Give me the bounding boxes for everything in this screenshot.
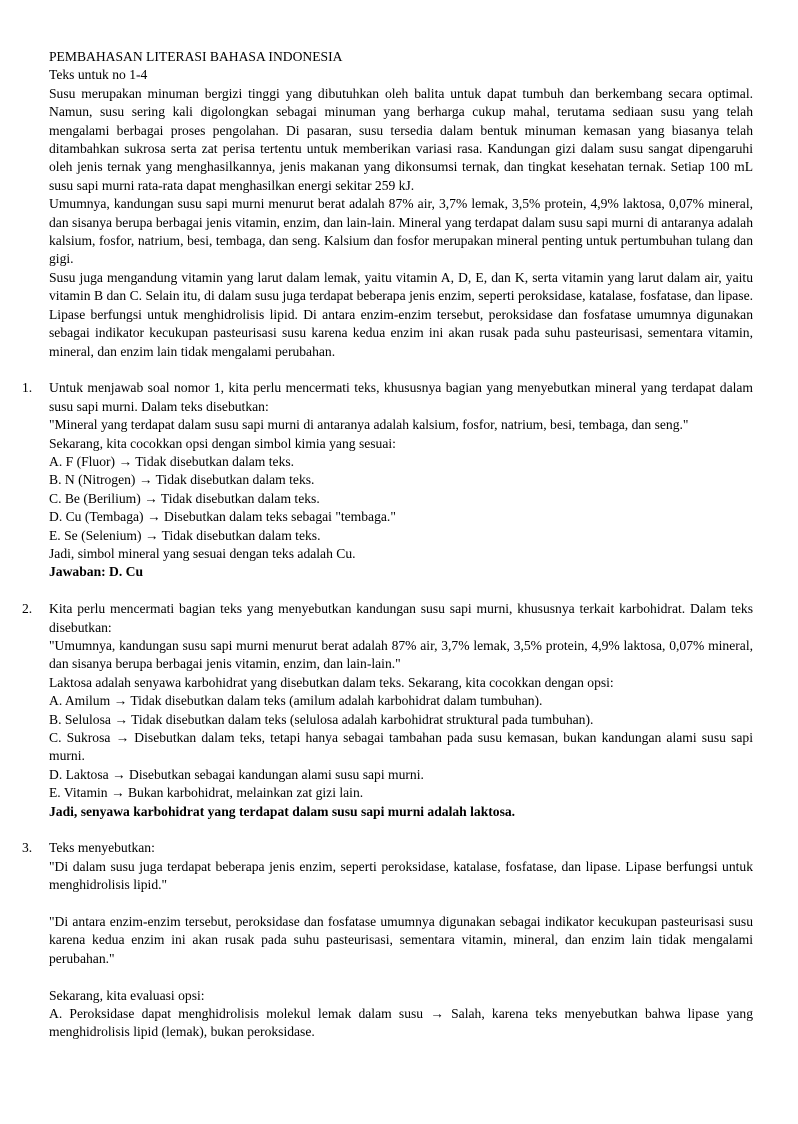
- conclusion-line: Jadi, simbol mineral yang sesuai dengan teks adalah Cu.: [49, 545, 356, 561]
- answer-line: Jawaban: D. Cu: [49, 564, 144, 580]
- option-line: C. Be (Berilium) → Tidak disebutkan dalam teks.: [49, 490, 320, 506]
- question-number: 2.: [22, 601, 33, 617]
- option-line: E. Se (Selenium) → Tidak disebutkan dalam teks.: [49, 527, 321, 543]
- option-line: B. Selulosa → Tidak disebutkan dalam teks (selulosa adalah karbohidrat struktural pada tumbuhan).: [49, 711, 594, 727]
- text-line: Sekarang, kita cocokkan opsi dengan simbol kimia yang sesuai:: [49, 435, 396, 451]
- option-line: A. F (Fluor) → Tidak disebutkan dalam teks.: [49, 453, 295, 469]
- option-line: A. Peroksidase dapat menghidrolisis molekul lemak dalam susu → Salah, karena teks menyebutkan bahwa lipase yang menghidrolisis lipid (lemak), bukan peroksidase.: [49, 1006, 753, 1040]
- question-quote-2: "Di antara enzim-enzim tersebut, peroksidase dan fosfatase umumnya digunakan sebagai indikator kecukupan pasteurisasi susu karena kedua enzim ini akan rusak pada suhu pasteurisasi, sementara vitamin, mineral, dan enzim lain tidak mengalami perubahan.": [49, 914, 753, 966]
- question-number: 1.: [22, 380, 33, 396]
- answer-line: Jadi, senyawa karbohidrat yang terdapat dalam susu sapi murni adalah laktosa.: [49, 803, 516, 819]
- option-line: B. N (Nitrogen) → Tidak disebutkan dalam teks.: [49, 472, 315, 488]
- document-subtitle: Teks untuk no 1-4: [49, 67, 148, 83]
- evaluate-line: Sekarang, kita evaluasi opsi:: [49, 987, 205, 1003]
- option-line: D. Cu (Tembaga) → Disebutkan dalam teks sebagai "tembaga.": [49, 509, 396, 525]
- option-line: D. Laktosa → Disebutkan sebagai kandungan alami susu sapi murni.: [49, 766, 424, 782]
- question-intro: Kita perlu mencermati bagian teks yang menyebutkan kandungan susu sapi murni, khususnya terkait karbohidrat. Dalam teks disebutkan:: [49, 601, 753, 635]
- question-quote: "Mineral yang terdapat dalam susu sapi murni di antaranya adalah kalsium, fosfor, natrium, besi, tembaga, dan seng.": [49, 417, 689, 433]
- text-paragraph-2: Umumnya, kandungan susu sapi murni menurut berat adalah 87% air, 3,7% lemak, 3,5% protein, 4,9% laktosa, 0,07% mineral, dan sisanya berupa berbagai jenis vitamin, enzim, dan lain-lain. Mineral yang terdapat dalam susu sapi murni di antaranya adalah kalsium, fosfor, natrium, besi, tembaga, dan seng. Kalsium dan fosfor merupakan mineral penting untuk pertumbuhan tulang dan gigi.: [49, 196, 753, 267]
- question-number: 3.: [22, 840, 33, 856]
- question-2: [22, 600, 753, 821]
- discussion-list: [22, 379, 753, 1042]
- question-intro: Teks menyebutkan:: [49, 840, 155, 856]
- text-paragraph-3: Susu juga mengandung vitamin yang larut dalam lemak, yaitu vitamin A, D, E, dan K, serta vitamin yang larut dalam air, yaitu vitamin B dan C. Selain itu, di dalam susu juga terdapat beberapa jenis enzim, seperti peroksidase, katalase, fosfatase, dan lipase. Lipase berfungsi untuk menghidrolisis lipid. Di antara enzim-enzim tersebut, peroksidase dan fosfatase umumnya digunakan sebagai indikator kecukupan pasteurisasi susu karena kedua enzim ini akan rusak pada suhu pasteurisasi, sementara vitamin, mineral, dan enzim lain tidak mengalami perubahan.: [49, 269, 753, 359]
- question-intro: Untuk menjawab soal nomor 1, kita perlu mencermati teks, khususnya bagian yang menyebutkan mineral yang terdapat dalam susu sapi murni. Dalam teks disebutkan:: [49, 380, 753, 414]
- option-line: C. Sukrosa → Disebutkan dalam teks, tetapi hanya sebagai tambahan pada susu kemasan, bukan kandungan alami susu sapi murni.: [49, 730, 753, 764]
- document-title: PEMBAHASAN LITERASI BAHASA INDONESIA: [49, 49, 343, 64]
- option-line: E. Vitamin → Bukan karbohidrat, melainkan zat gizi lain.: [49, 785, 364, 801]
- document-page: [22, 48, 753, 1042]
- question-quote-1: "Di dalam susu juga terdapat beberapa jenis enzim, seperti peroksidase, katalase, fosfatase, dan lipase. Lipase berfungsi untuk menghidrolisis lipid.": [49, 858, 753, 893]
- option-line: A. Amilum → Tidak disebutkan dalam teks (amilum adalah karbohidrat dalam tumbuhan).: [49, 693, 543, 709]
- text-paragraph-1: Susu merupakan minuman bergizi tinggi yang dibutuhkan oleh balita untuk dapat tumbuh dan berkembang secara optimal. Namun, susu sering kali digolongkan sebagai minuman yang berharga cukup mahal, terutama sediaan susu yang telah mengalami berbagai proses pengolahan. Di pasaran, susu tersedia dalam bentuk minuman kemasan yang biasanya telah ditambahkan sukrosa serta zat perisa tertentu untuk memberikan variasi rasa. Kandungan gizi dalam susu sangat dipengaruhi oleh jenis ternak yang menghasilkannya, jenis makanan yang dikonsumsi ternak, dan tingkat kesehatan ternak. Setiap 100 mL susu sapi murni rata-rata dapat menghasilkan energi sekitar 259 kJ.: [49, 85, 753, 193]
- question-1: [22, 379, 753, 581]
- text-line: Laktosa adalah senyawa karbohidrat yang disebutkan dalam teks. Sekarang, kita cocokkan dengan opsi:: [49, 674, 614, 690]
- question-quote: "Umumnya, kandungan susu sapi murni menurut berat adalah 87% air, 3,7% lemak, 3,5% protein, 4,9% laktosa, 0,07% mineral, dan sisanya berupa berbagai jenis vitamin, enzim, dan lain-lain.": [49, 637, 753, 672]
- question-3: [22, 839, 753, 1041]
